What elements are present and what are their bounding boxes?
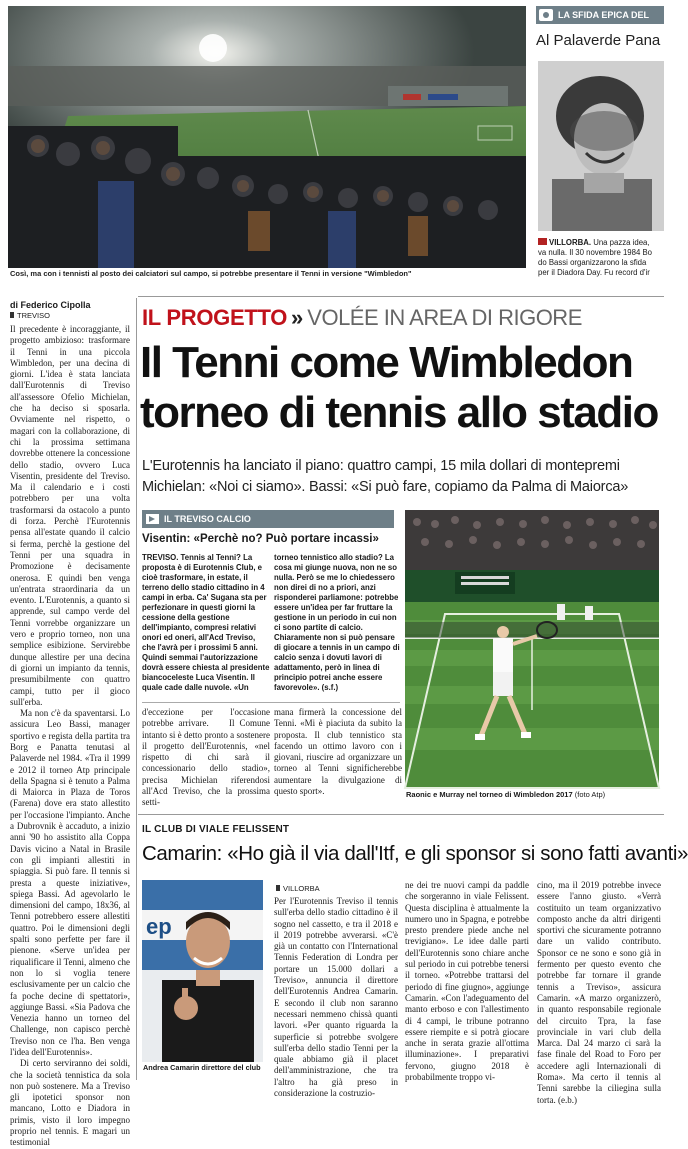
location-marker-icon xyxy=(10,312,14,318)
sidebar-line: do Bassi organizzarono la sfida xyxy=(538,258,647,267)
sidebar-line: va nulla. Il 30 novembre 1984 Bo xyxy=(538,248,652,257)
byline-author: di Federico Cipolla xyxy=(10,300,91,310)
sidebar-lead: VILLORBA. xyxy=(549,238,592,247)
wimbledon-photo-caption xyxy=(406,790,605,799)
treviso-box-title: Visentin: «Perchè no? Può portare incassi» xyxy=(142,533,379,545)
tennis-court-illustration xyxy=(405,510,659,788)
stadium-photo-caption: Così, ma con i tennisti al posto dei calciatori sul campo, si potrebbe presentare il Tenni in versione "Wimbledon" xyxy=(10,269,412,278)
stadium-photo xyxy=(8,6,526,268)
left-column-body xyxy=(10,324,130,1148)
sidebar-portrait-photo xyxy=(538,61,664,231)
headline-line: torneo di tennis allo stadio xyxy=(140,388,658,437)
camarin-photo xyxy=(142,880,263,1062)
portrait-illustration xyxy=(142,880,263,1062)
paragraph: Il precedente è incoraggiante, il progetto ambizioso: trasformare il Tenni in una piccola Wimbledon, per una decina di giorni. L'idea è stata lanciata dall'Eurotennis di Treviso all'assessore Ofelio Michielan, che ha deciso si sposarla. Ovviamente nel rispetto, o magari con la collaborazione, di chi la prossima settimana dovrebbe ottenere la concessione dello stadio, ovvero Luca Visentin, presidente del Treviso. Ma il calendario e i costi potrebbero per una volta trasformarsi da ostacolo a punto di forza. Perchè l'Eurotennis pensa all'estate quando il calcio si ferma, perchè la gestione del Tenni per una squadra in Promozione è decisamente onerosa. E quindi ben venga un'entrata straordinaria da un evento. L'Eurotennis, a quanto si apprende, sul campo verde del Tenni vorrebbe organizzare un vero e proprio torneo, non una semplice esibizione. Servirebbe dunque allestire per una decina di giorni un impianto da tennis, presumibilmente con quattro campi, tutto per il gioco sull'erba. xyxy=(10,324,130,707)
project-kicker xyxy=(142,305,582,331)
kicker-grey: VOLÉE IN AREA DI RIGORE xyxy=(307,305,582,330)
stadium-illustration xyxy=(8,6,526,268)
club-body-column: Per l'Eurotennis Treviso il tennis sull'erba dello stadio cittadino è il sogno nel cassetto, e tra il 2018 e il 2019 potrebbe avverarsi. «C'è già un contatto con l'International Tennis Federation di Londra per portare un 15.000 dollari a Treviso», annuncia il direttore dell'Eurotennis Andrea Camarin. E secondo il club non saranno necessari nemmeno chissà quanti lavori. «Per quanto riguarda la superficie si potrebbe svolgere sull'erba dello stadio Tenni per la quale abbiamo già il placet dell'amministrazione, che tra l'altro ha già preso in considerazione la costruzio- xyxy=(274,896,398,1099)
treviso-box-column: torneo tennistico allo stadio? La cosa mi giunge nuova, non ne so nulla. Però se me lo chiedessero non direi di no a priori, anzi risponderei parliamone: potrebbe essere un'idea per far fruttare la gestione in un periodo in cui non ci sono partite di calcio. Chiaramente non si può pensare di giocare a tennis in un campo di calcio senza i dovuti lavori di adattamento, però in linea di principio potrei anche essere favorevole». (s.f.) xyxy=(274,553,400,692)
treviso-box-kicker xyxy=(142,510,394,528)
byline-location-label: TREVISO xyxy=(17,311,50,320)
double-chevron-icon: » xyxy=(291,305,304,330)
treviso-box-column: TREVISO. Tennis al Tenni? La proposta è di Eurotennis Club, e cioè trasformare, in estate, il terreno dello stadio cittadino in 4 campi in erba. Ca' Sugana sta per perfezionare in questi giorni la cessione della gestione dell'impianto, compresi relativi onori ed oneri, all'Acd Treviso, che l'avrà per i prossimi 5 anni. Quindi semmai l'autorizzazione dovrà essere chiesta al presidente biancoceleste Luca Visentin. Il quale cade dalle nuvole. «Un xyxy=(142,553,270,692)
sidebar-text xyxy=(538,238,678,278)
sidebar-kicker-label: LA SFIDA EPICA DEL xyxy=(558,10,650,20)
photo-credit: (foto Atp) xyxy=(574,790,606,799)
camarin-photo-caption: Andrea Camarin direttore del club xyxy=(143,1063,261,1072)
headline xyxy=(140,338,660,438)
club-body-column: cino, ma il 2019 potrebbe invece essere l'anno giusto. «Verrà costituito un team organizzativo composto anche da altri dirigenti sportivi che sicuramente potranno dare un valido contributo. Sponsor ce ne sono e sono già in fermento per questo evento che potrebbe far tornare il grande tennis a Treviso», assicura Camarin. «A marzo organizzerò, in quanto responsabile regionale del circuito Tpra, la fase provinciale in vari club della Marca. Dal 24 marzo ci sarà la fase finale del Road to Foro per accedere agli Internazionali di Roma». Ma certo il tennis al Tenni sarebbe la ciliegina sulla torta. (e.b.) xyxy=(537,880,661,1105)
sidebar-kicker xyxy=(536,6,664,24)
sidebar-line: Una pazza idea, xyxy=(593,238,650,247)
byline-location xyxy=(10,311,50,320)
bullet-square-icon xyxy=(538,238,547,245)
club-location xyxy=(276,884,320,893)
location-marker-icon xyxy=(276,885,280,891)
play-icon xyxy=(146,514,159,524)
column-divider xyxy=(136,298,137,1080)
sidebar-teaser xyxy=(536,6,664,286)
subhead-line: L'Eurotennis ha lanciato il piano: quattro campi, 15 mila dollari di montepremi xyxy=(142,458,620,474)
sidebar-title: Al Palaverde Pana xyxy=(536,32,661,49)
club-kicker: IL CLUB DI VIALE FELISSENT xyxy=(142,824,290,835)
headline-line: Il Tenni come Wimbledon xyxy=(140,338,633,387)
subheadline xyxy=(142,456,662,498)
section-rule xyxy=(138,814,664,815)
paragraph: Ma non c'è da spaventarsi. Lo assicura Leo Bassi, manager sportivo e regista della partita tra Borg e Panatta tenutasi al Palaverde nel 1984. «Tra il 1999 e 2012 il torneo Atp principale della Spagna si è tenuto a Palma di Maiorca in Plaza de Toros (Farena) dove era stato allestito per l'occasione l'impianto. Anche a Dubrovnik è accaduto, a inizio anni '90 ho assistito alla Coppa Davis vicino a Natal in Brasile con gli impianti allestiti in spiaggia. Si può fare. Il tennis si presta a queste iniziative», spiega Bassi. Ad agevolarlo le dimensioni del campo, 18x36, al Tenni potrebbero essere allestiti quattro. Poi le dimensioni degli spalti sono perfette per fare il pienone. «Serve un'idea per riqualificare il Tenni, almeno che non lo si voglia tenere esclusivamente per un calcio che fa poche decine di spettatori», aggiunge Bassi. «Sia Padova che Venezia hanno un torneo del Challenge, non capisco perchè Treviso non ce l'ha. Ben venga l'idea dell'Eurotennis». xyxy=(10,708,130,1057)
treviso-box-kicker-label: IL TREVISO CALCIO xyxy=(164,514,251,524)
main-body-column: d'eccezione per l'occasione potrebbe arrivare. Il Comune intanto si è detto pronto a sostenere il progetto dell'Eurotennis, «nel rispetto di chi sarà il concessionario dello stadio», precisa Michielan riferendosi all'Acd Treviso, che la prossima setti- xyxy=(142,707,270,808)
club-body-column: ne dei tre nuovi campi da paddle che sorgeranno in viale Felissent. Questa disciplina è attualmente la numero uno in Spagna, e potrebbe presto prendere piede anche nel trevigiano». Le idee dalle parti dell'Eurotennis sono chiare anche sul periodo in cui potrebbe tenersi il torneo. «Potrebbe trattarsi del periodo di fine giugno», aggiunge Camarin. «Con l'adeguamento del manto erboso e con l'allestimento di 4 campi, le tribune potranno essere riempite e si potrà giocare anche in serata grazie all'ottima illuminazione». I preparativi fervono, giugno 2018 è probabilmente troppo vi- xyxy=(405,880,529,1083)
svg-text:ep: ep xyxy=(146,914,172,939)
caption-bold: Raonic e Murray nel torneo di Wimbledon 2017 xyxy=(406,790,573,799)
paragraph: Di certo serviranno dei soldi, che la società tennistica da sola non può sostenere. Ma a Treviso gli ipotetici sponsor non mancano, Lotto e Diadora in primis, visto il loro impegno proprio nel tennis. E magari un testimonial xyxy=(10,1058,130,1148)
club-headline: Camarin: «Ho già il via dall'Itf, e gli sponsor si sono fatti avanti» xyxy=(142,842,688,865)
section-rule xyxy=(138,296,664,297)
subhead-line: Michielan: «Noi ci siamo». Bassi: «Si può fare, copiamo da Palma di Maiorca» xyxy=(142,479,629,495)
main-body-column: mana firmerà la concessione del Tenni. «Mi è piaciuta da subito la proposta. Il club tennistico sta facendo un ottimo lavoro con i giovani, riuscire ad organizzare un torneo al Tenni significherebbe aumentare la divulgazione di questo sport». xyxy=(274,707,402,797)
sidebar-line: per il Diadora Day. Fu record d'ir xyxy=(538,268,650,277)
club-location-label: VILLORBA xyxy=(283,884,320,893)
kicker-red: IL PROGETTO xyxy=(142,305,288,330)
box-rule xyxy=(142,702,400,703)
wimbledon-photo xyxy=(405,510,659,788)
eye-icon xyxy=(539,9,553,21)
portrait-illustration xyxy=(538,61,664,231)
